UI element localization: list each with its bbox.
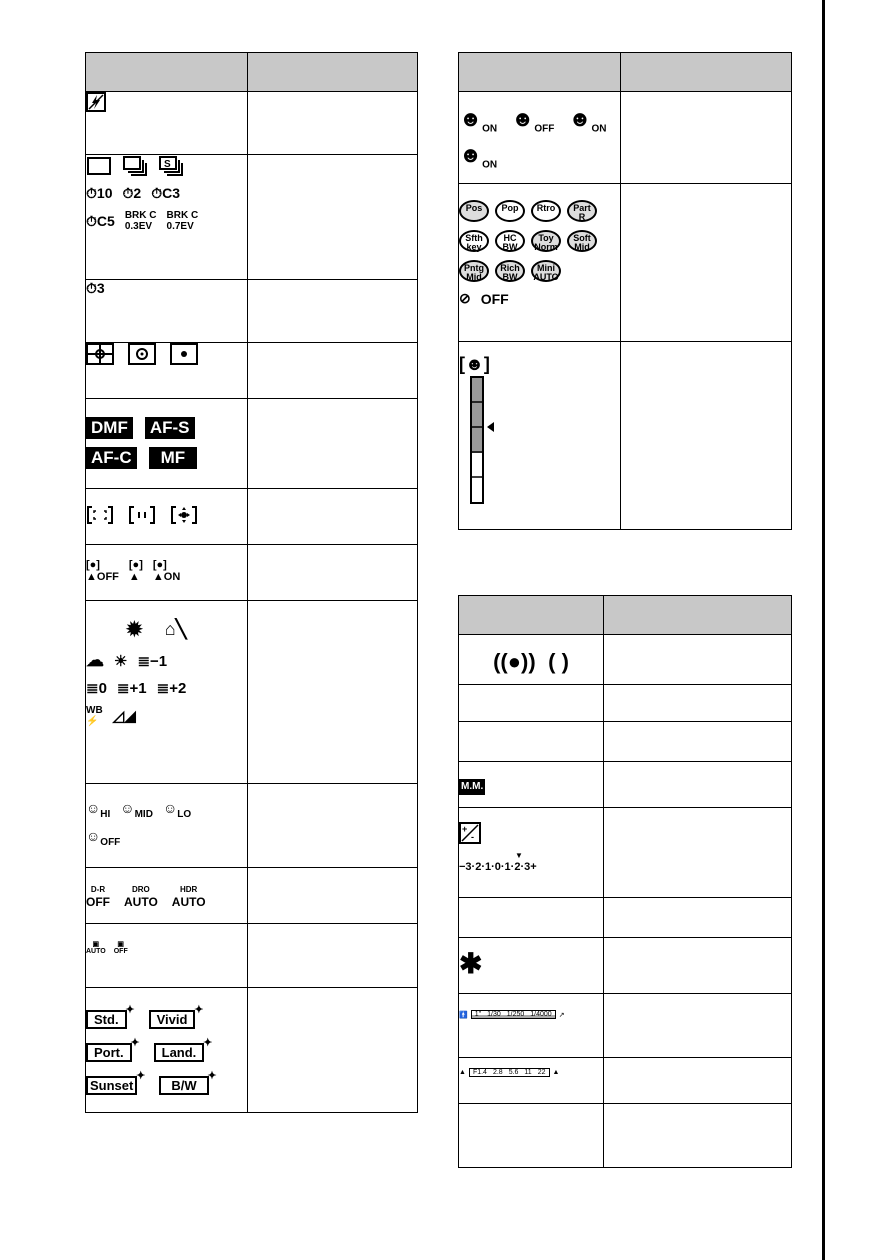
fluorescent-plus1-icon: ≣+1 [116, 680, 147, 697]
person-running-icon: ↗ [558, 1011, 565, 1019]
ae-lock-icon: ✱ [459, 948, 483, 979]
af-area-cell [86, 489, 248, 545]
auto-portrait-framing-off-icon: ▣ OFF [113, 941, 128, 955]
metered-manual-icon: M.M. [459, 779, 485, 795]
focus-mode-cell [86, 399, 248, 489]
flash-off-cell [86, 92, 248, 155]
smile-detection-cell [459, 92, 621, 184]
face-detection-off-icon: [●] ▲OFF [86, 559, 119, 583]
svg-text:+: + [462, 824, 468, 834]
empty-cell [459, 1104, 604, 1168]
effect-hc-bw-icon: HC BW [495, 230, 525, 252]
effect-painting-icon: Pntg Mid [459, 260, 489, 282]
af-s-icon: AF-S [145, 417, 195, 439]
dro-off-icon: D-R OFF [86, 885, 110, 909]
af-c-icon: AF-C [86, 447, 137, 469]
svg-text:S: S [164, 159, 171, 170]
metering-cell [86, 343, 248, 399]
bracket-03-icon: BRK C 0.3EV [124, 210, 157, 232]
fluorescent-0-icon: ≣0 [86, 680, 107, 697]
header-cell [459, 53, 621, 92]
aperture-scale: ▲ F1.4 2.8 5.6 11 22 ▲ [459, 1069, 560, 1076]
dro-auto-icon: DRO AUTO [124, 885, 158, 909]
effect-retro-icon: Rtro [531, 200, 561, 222]
center-metering-icon [128, 343, 156, 365]
smile-on-alt-icon: $☻_{ON}$ [568, 106, 607, 135]
fluorescent-minus1-icon: ≣−1 [137, 652, 168, 670]
self-timer-c5-icon: ⏱C5 [86, 212, 115, 229]
smile-level-icon: [☻] [459, 354, 490, 374]
multi-metering-icon [86, 343, 114, 365]
left-icon-table [85, 52, 418, 1113]
smile-off-icon: $☻_{OFF}$ [511, 106, 555, 135]
picture-effect-cell [459, 184, 621, 342]
continuous-icon [122, 155, 148, 177]
hdr-auto-icon: HDR AUTO [171, 885, 206, 909]
svg-text:-: - [471, 832, 474, 842]
shutter-speed-scale-cell [459, 994, 604, 1058]
mf-icon: MF [149, 447, 198, 469]
wide-af-area-icon [86, 505, 114, 525]
ae-lock-cell [459, 938, 604, 994]
ev-scale: ▼ −3·2·1·0·1·2·3+ [459, 851, 537, 873]
header-cell [604, 596, 792, 635]
self-timer-2-icon: ⏱2 [122, 185, 142, 201]
self-timer-c3-icon: ⏱C3 [151, 185, 181, 201]
person-still-icon: 🚹 [459, 1011, 468, 1019]
daylight-icon: ✹ [126, 619, 143, 641]
fluorescent-plus2-icon: ≣+2 [156, 680, 187, 697]
style-portrait-icon: Port. ✦ [86, 1043, 132, 1062]
face-registration-icon: [●] ▲ [128, 559, 143, 583]
center-af-area-icon [128, 505, 156, 525]
spot-metering-icon [170, 343, 198, 365]
empty-cell [459, 898, 604, 938]
flash-forced-off-icon [86, 92, 106, 112]
smile-level-bar-icon [469, 375, 509, 507]
smile-off-icon: $☺_{OFF}$ [86, 827, 121, 848]
smile-level-cell [459, 342, 621, 530]
smile-on-open-icon: $☻_{ON}$ [459, 142, 498, 171]
local-af-area-icon [170, 505, 198, 525]
self-timer-cell [86, 280, 248, 343]
style-vivid-icon: Vivid ✦ [149, 1010, 196, 1029]
steadyshot-off-icon: ( ) [548, 649, 569, 674]
style-sunset-icon: Sunset ✦ [86, 1076, 137, 1095]
shade-icon: ⌂╲ [164, 619, 187, 639]
effect-posterization-icon: Pos [459, 200, 489, 222]
style-landscape-icon: Land. ✦ [154, 1043, 205, 1062]
margin-bar [822, 0, 825, 1260]
creative-style-cell [86, 988, 248, 1113]
empty-cell [459, 722, 604, 762]
right-top-icon-table [458, 52, 792, 530]
incandescent-icon: ☀ [114, 652, 128, 670]
header-cell [621, 53, 792, 92]
smile-mid-icon: $☺_{MID}$ [120, 800, 153, 820]
auto-portrait-framing-auto-icon: ▣ AUTO [86, 941, 106, 955]
ev-indicator-icon: ▼ [515, 851, 523, 860]
effect-soft-focus-icon: Soft Mid [567, 230, 597, 252]
flash-wb-icon: WB ⚡ [86, 705, 103, 727]
self-timer-3-icon: ⏱3 [86, 280, 105, 296]
smile-lo-icon: $☺_{LO}$ [162, 800, 192, 820]
sharp-background-icon: ▲ [552, 1069, 560, 1076]
effect-rich-bw-icon: Rich BW [495, 260, 525, 282]
smile-shutter-cell [86, 784, 248, 868]
right-bottom-icon-table [458, 595, 792, 1168]
dro-cell [86, 868, 248, 924]
steady-shot-cell [459, 635, 604, 685]
auto-portrait-cell [86, 924, 248, 988]
style-bw-icon: B/W ✦ [159, 1076, 208, 1095]
bracket-07-icon: BRK C 0.7EV [166, 210, 199, 232]
speed-priority-continuous-icon [158, 155, 186, 177]
header-cell [248, 53, 418, 92]
single-shot-icon [86, 156, 112, 176]
cloudy-icon: ☁ [86, 650, 104, 670]
face-detection-on-icon: [●] ▲ON [152, 559, 181, 583]
effect-high-key-icon: Sfth key [459, 230, 489, 252]
smile-on-icon: $☻_{ON}$ [459, 106, 498, 135]
aperture-scale-cell [459, 1058, 604, 1104]
drive-mode-cell [86, 155, 248, 280]
steadyshot-on-icon: ((●)) [493, 649, 536, 674]
self-timer-10-icon: ⏱10 [86, 185, 113, 201]
dmf-icon: DMF [86, 417, 133, 439]
style-standard-icon: Std. ✦ [86, 1010, 127, 1029]
blurred-background-icon: ▲ [459, 1069, 466, 1076]
picture-effect-off-icon: ⊘ [459, 290, 471, 306]
effect-miniature-icon: Mini AUTO [531, 260, 561, 282]
picture-effect-off-label: OFF [480, 290, 509, 307]
exposure-compensation-cell [459, 808, 604, 898]
header-cell [459, 596, 604, 635]
shutter-speed-scale: 🚹 1" 1/30 1/250 1/4000 ↗ [459, 1011, 565, 1019]
white-balance-cell [86, 601, 248, 784]
effect-partial-color-icon: Part R [567, 200, 597, 222]
smile-hi-icon: $☺_{HI}$ [86, 800, 111, 820]
exposure-compensation-icon [459, 822, 481, 844]
metered-manual-cell [459, 762, 604, 808]
effect-toy-camera-icon: Toy Norm [531, 230, 561, 252]
empty-cell [459, 685, 604, 722]
header-cell [86, 53, 248, 92]
custom-wb-icon: ◿◢ [112, 708, 136, 725]
face-detection-cell [86, 545, 248, 601]
effect-pop-icon: Pop [495, 200, 525, 222]
